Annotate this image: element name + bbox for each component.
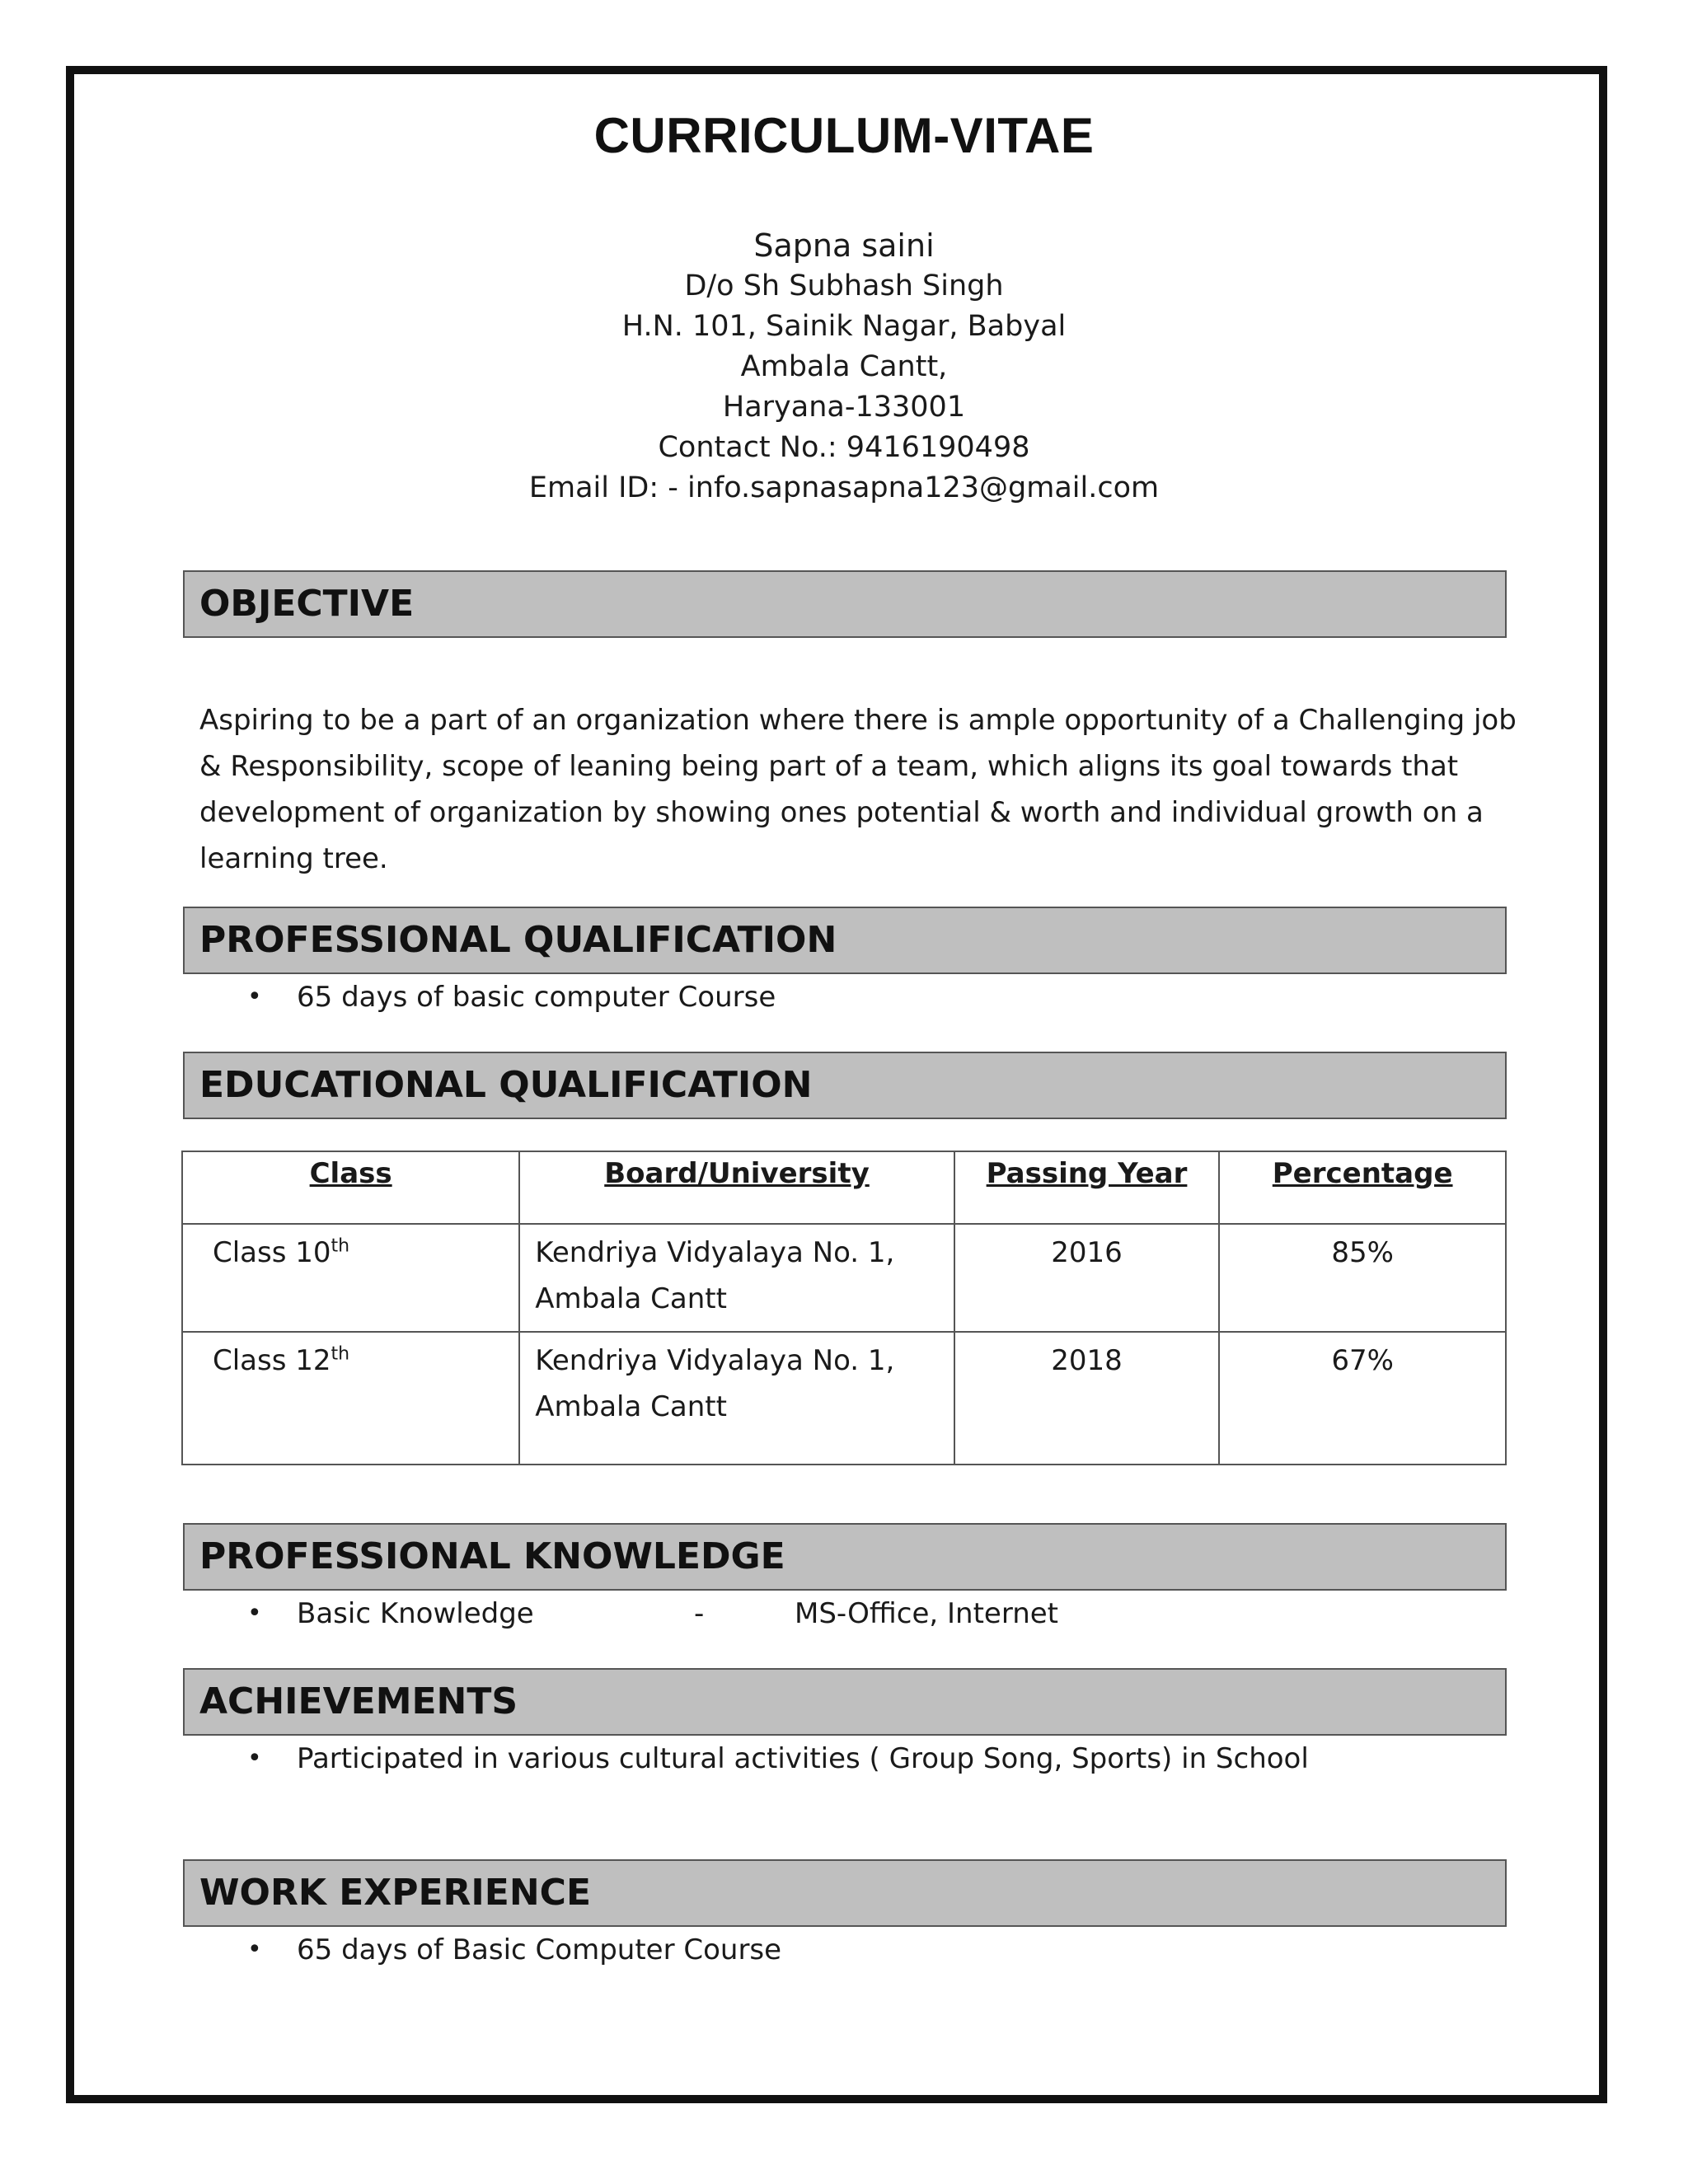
knowledge-label: Basic Knowledge [297,1597,534,1630]
objective-text: Aspiring to be a part of an organization where there is ample opportunity of a Challenging job & Responsibility, scope of leaning being part of a team, which aligns its goal towards that development of organization by showing ones potential & worth and individual growth on a learning tree. [199,704,1517,875]
knowledge-value: MS-Office, Internet [795,1597,1058,1630]
board-cell [519,1224,954,1332]
address-line-2: Ambala Cantt, [740,350,948,383]
table-row [182,1332,1506,1465]
table-row [182,1224,1506,1332]
class-cell [182,1332,519,1465]
address-line-1: H.N. 101, Sainik Nagar, Babyal [621,310,1067,343]
email-id: Email ID: - info.sapnasapna123@gmail.com [528,471,1160,504]
section-heading-objective: OBJECTIVE [183,570,1507,638]
percentage-cell: 85% [1219,1224,1506,1332]
board-line-2: Ambala Cantt [535,1390,727,1423]
list-item-text: 65 days of Basic Computer Course [297,1933,782,1966]
education-table [181,1151,1507,1465]
address-line-3: Haryana-133001 [722,391,966,424]
page-title: CURRICULUM-VITAE [593,108,1095,163]
column-header-class: Class [182,1151,519,1224]
board-line-1: Kendriya Vidyalaya No. 1, [535,1236,895,1269]
class-name: Class 12 [213,1344,331,1377]
knowledge-separator: - [694,1597,705,1630]
contact-number: Contact No.: 9416190498 [658,431,1030,464]
section-heading-achievements: ACHIEVEMENTS [183,1668,1507,1736]
bullet-icon: • [247,1744,262,1773]
section-heading-professional-knowledge: PROFESSIONAL KNOWLEDGE [183,1523,1507,1591]
column-header-percentage: Percentage [1219,1151,1506,1224]
class-suffix: th [331,1235,350,1257]
board-cell [519,1332,954,1465]
board-line-2: Ambala Cantt [535,1282,727,1315]
list-item-text: Participated in various cultural activities ( Group Song, Sports) in School [297,1742,1309,1775]
list-item-text: 65 days of basic computer Course [297,981,776,1014]
bullet-icon: • [247,982,262,1011]
section-heading-educational-qualification: EDUCATIONAL QUALIFICATION [183,1052,1507,1119]
class-name: Class 10 [213,1236,331,1269]
board-line-1: Kendriya Vidyalaya No. 1, [535,1344,895,1377]
percentage-cell: 67% [1219,1332,1506,1465]
contact-block [0,226,1688,509]
class-cell [182,1224,519,1332]
section-heading-work-experience: WORK EXPERIENCE [183,1859,1507,1927]
class-suffix: th [331,1343,350,1365]
section-heading-professional-qualification: PROFESSIONAL QUALIFICATION [183,907,1507,974]
table-header-row [182,1151,1506,1224]
candidate-name: Sapna saini [753,227,935,264]
bullet-icon: • [247,1599,262,1628]
bullet-icon: • [247,1935,262,1964]
parent-line: D/o Sh Subhash Singh [684,269,1004,302]
year-cell: 2018 [954,1332,1220,1465]
column-header-board: Board/University [519,1151,954,1224]
column-header-year: Passing Year [954,1151,1220,1224]
year-cell: 2016 [954,1224,1220,1332]
